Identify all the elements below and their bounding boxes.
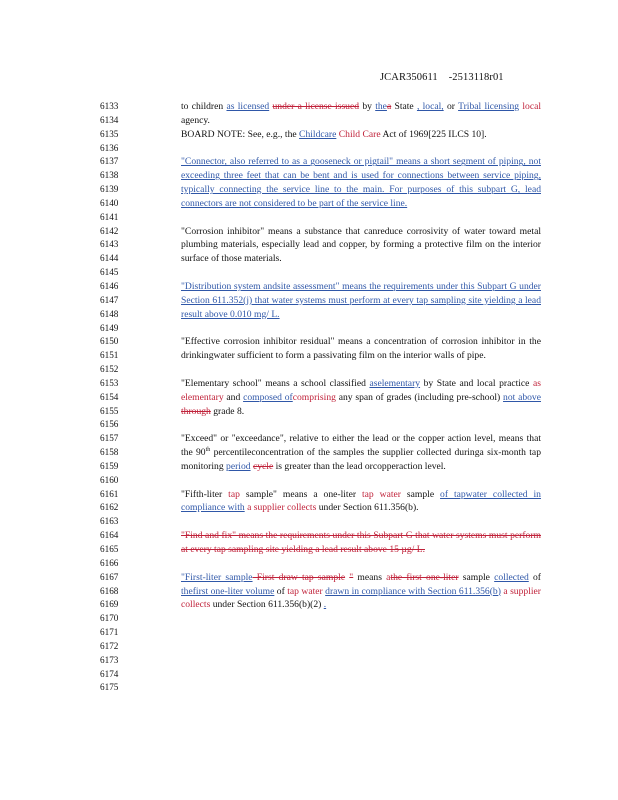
inserted-text: period	[226, 460, 251, 472]
deleted-text: the first one-liter	[390, 571, 459, 583]
line-number: 6173	[100, 654, 119, 665]
line-number: 6148	[100, 308, 119, 319]
text-run: agency.	[181, 114, 210, 126]
changed-text: a supplier collects	[244, 502, 317, 514]
blank-line	[181, 474, 541, 488]
document-id: JCAR350611	[380, 72, 438, 83]
line-number: 6139	[100, 184, 119, 195]
blank-line	[181, 322, 541, 336]
line-number: 6143	[100, 239, 119, 250]
inserted-text: the	[375, 101, 387, 112]
text-run: sample" means a one-liter	[239, 488, 362, 500]
inserted-text: "First-liter sample	[181, 571, 253, 583]
changed-text: Child Care	[336, 128, 381, 140]
changed-text: comprising	[292, 391, 336, 403]
changed-text: tap water	[361, 488, 401, 500]
line-number: 6140	[100, 197, 119, 208]
text-run: sample	[458, 571, 495, 583]
line-number: 6175	[100, 682, 119, 693]
text-run: "Corrosion inhibitor" means a substance that canreduce corrosivity of water toward metal plumbing materials, especially lead and copper, by forming a protective film on the interior surface of those materials.	[181, 225, 541, 265]
text-run: "Effective corrosion inhibitor residual" means a concentration of corrosion inhibitor in the drinkingwater sufficient to form a passivating film on the interior walls of pipe.	[181, 336, 541, 362]
line-number: 6164	[100, 530, 119, 541]
definition-find-and-fix-deleted	[181, 529, 541, 557]
text-run: and	[223, 391, 244, 403]
inserted-text: as licensed	[226, 101, 270, 112]
text-run: means	[353, 571, 387, 583]
line-number: 6145	[100, 267, 119, 278]
line-number: 6136	[100, 142, 119, 153]
changed-text: tap water	[287, 585, 323, 597]
text-run: Act of 1969[225 ILCS 10].	[380, 128, 487, 140]
line-number: 6150	[100, 336, 119, 347]
inserted-text: "Connector, also referred to as a gooseneck or pigtail" means a short segment of piping, not exceeding three feet that can be bent and is used for connections between service piping, typically connecting the service line to the main. For purposes of this subpart G, lead connectors are not considered to be part of the service line.	[181, 156, 541, 209]
line-number: 6149	[100, 322, 119, 333]
line-number: 6160	[100, 474, 119, 485]
definition-first-liter-sample	[181, 571, 541, 613]
deleted-text: a	[386, 101, 392, 112]
text-run: "Exceed" or "exceedance", relative to either the lead or the copper action level, means that the 90	[181, 433, 541, 459]
line-number: 6162	[100, 502, 119, 513]
blank-line	[181, 418, 541, 432]
line-number: 6154	[100, 391, 119, 402]
line-number: 6151	[100, 350, 119, 361]
text-run: by State and local practice	[420, 377, 533, 389]
line-number: 6170	[100, 613, 119, 624]
line-number: 6135	[100, 128, 119, 139]
text-run: BOARD NOTE: See, e.g., the	[181, 128, 300, 140]
definition-connector	[181, 155, 541, 210]
inserted-text: of tapwater collected in compliance with	[181, 488, 541, 514]
text-run: of	[274, 585, 288, 597]
line-number: 6174	[100, 668, 119, 679]
inserted-text: aselementary	[369, 377, 421, 389]
text-run: to children	[181, 101, 227, 112]
line-number: 6161	[100, 488, 119, 499]
text-run: any span of grades (including pre-school)	[335, 391, 504, 403]
text-run: "Fifth-liter	[181, 488, 229, 500]
line-number: 6153	[100, 377, 119, 388]
line-number: 6141	[100, 211, 119, 222]
changed-text: local	[519, 101, 542, 112]
line-number: 6133	[100, 101, 119, 111]
text-run: "Elementary school" means a school classified	[181, 377, 370, 389]
text-run: of	[528, 571, 541, 583]
deleted-text: cycle	[252, 460, 274, 472]
text-run: is greater than the lead orcopperaction level.	[273, 460, 446, 472]
text-run: grade 8.	[210, 405, 245, 417]
blank-line	[181, 363, 541, 377]
text-run: under Section 611.356(b)(2)	[210, 599, 324, 611]
inserted-text: collected	[494, 571, 529, 583]
page-header	[380, 72, 504, 83]
definition-elementary-school	[181, 377, 541, 419]
line-number: 6172	[100, 640, 119, 651]
line-number: 6134	[100, 114, 119, 125]
deleted-text: First draw tap sample	[252, 571, 346, 583]
blank-line	[181, 266, 541, 280]
line-number: 6147	[100, 294, 119, 305]
line-number: 6137	[100, 156, 119, 167]
deleted-text: under a license issued	[272, 101, 360, 112]
line-number: 6165	[100, 544, 119, 554]
paragraph-child-care-licensing	[181, 100, 541, 128]
changed-text: a	[386, 571, 391, 583]
line-number: 6169	[100, 599, 119, 610]
inserted-text: drawn in compliance with Section 611.356(b)	[325, 585, 501, 597]
changed-text: as elementary	[181, 377, 541, 403]
line-number: 6155	[100, 405, 119, 416]
line-number: 6159	[100, 460, 119, 471]
line-number: 6158	[100, 447, 119, 458]
text-run: under Section 611.356(b).	[316, 502, 419, 514]
text-run: percentileconcentration of the samples the supplier collected duringa six-month tap monitoring	[181, 447, 541, 472]
inserted-text: "Distribution system andsite assessment" means the requirements under this Subpart G under Section 611.352(j) that water systems must perform at every tap sampling site yielding a lead result above 0.010 mg/ L.	[181, 280, 541, 320]
blank-line	[181, 557, 541, 571]
line-number: 6166	[100, 557, 119, 568]
inserted-text: composed of	[243, 391, 293, 403]
inserted-text: not above	[503, 391, 541, 403]
line-number: 6142	[100, 225, 119, 236]
line-number: 6138	[100, 170, 119, 181]
changed-text: a supplier collects	[181, 585, 541, 611]
line-number: 6163	[100, 516, 119, 527]
line-number: 6157	[100, 433, 119, 444]
line-number: 6146	[100, 280, 119, 291]
definition-distribution-system-assessment	[181, 280, 541, 322]
line-number: 6152	[100, 364, 119, 375]
definition-effective-corrosion-inhibitor-residual	[181, 335, 541, 363]
inserted-text: , local,	[416, 101, 444, 112]
blank-line	[181, 515, 541, 529]
inserted-text: thefirst one-liter volume	[181, 585, 275, 597]
line-number-gutter	[100, 100, 140, 695]
definition-exceed	[181, 432, 541, 474]
paragraph-board-note	[181, 128, 541, 142]
blank-line	[181, 211, 541, 225]
superscript: th	[205, 446, 211, 453]
text-run: by	[359, 101, 376, 112]
line-number: 6156	[100, 419, 119, 430]
line-number: 6168	[100, 585, 119, 596]
text-run: or	[443, 101, 459, 112]
inserted-text: .	[323, 599, 327, 611]
definition-corrosion-inhibitor	[181, 225, 541, 267]
inserted-text: Childcare	[299, 128, 337, 140]
line-number: 6144	[100, 253, 119, 264]
text-run: sample	[400, 488, 441, 500]
deleted-text: "Find and fix" means the requirements under this Subpart G that water systems must perform at every tap sampling site yielding a lead result above 15 µg/ L.	[181, 530, 541, 555]
line-number: 6167	[100, 571, 119, 582]
blank-line	[181, 142, 541, 156]
document-body	[181, 100, 541, 612]
definition-fifth-liter-sample	[181, 488, 541, 516]
deleted-text: "	[349, 571, 354, 583]
revision-id: -2513118r01	[448, 72, 504, 83]
line-number: 6171	[100, 627, 119, 638]
inserted-text: Tribal licensing	[458, 101, 520, 112]
changed-text: tap	[228, 488, 240, 500]
text-run: State	[391, 101, 417, 112]
deleted-text: through	[181, 405, 211, 417]
